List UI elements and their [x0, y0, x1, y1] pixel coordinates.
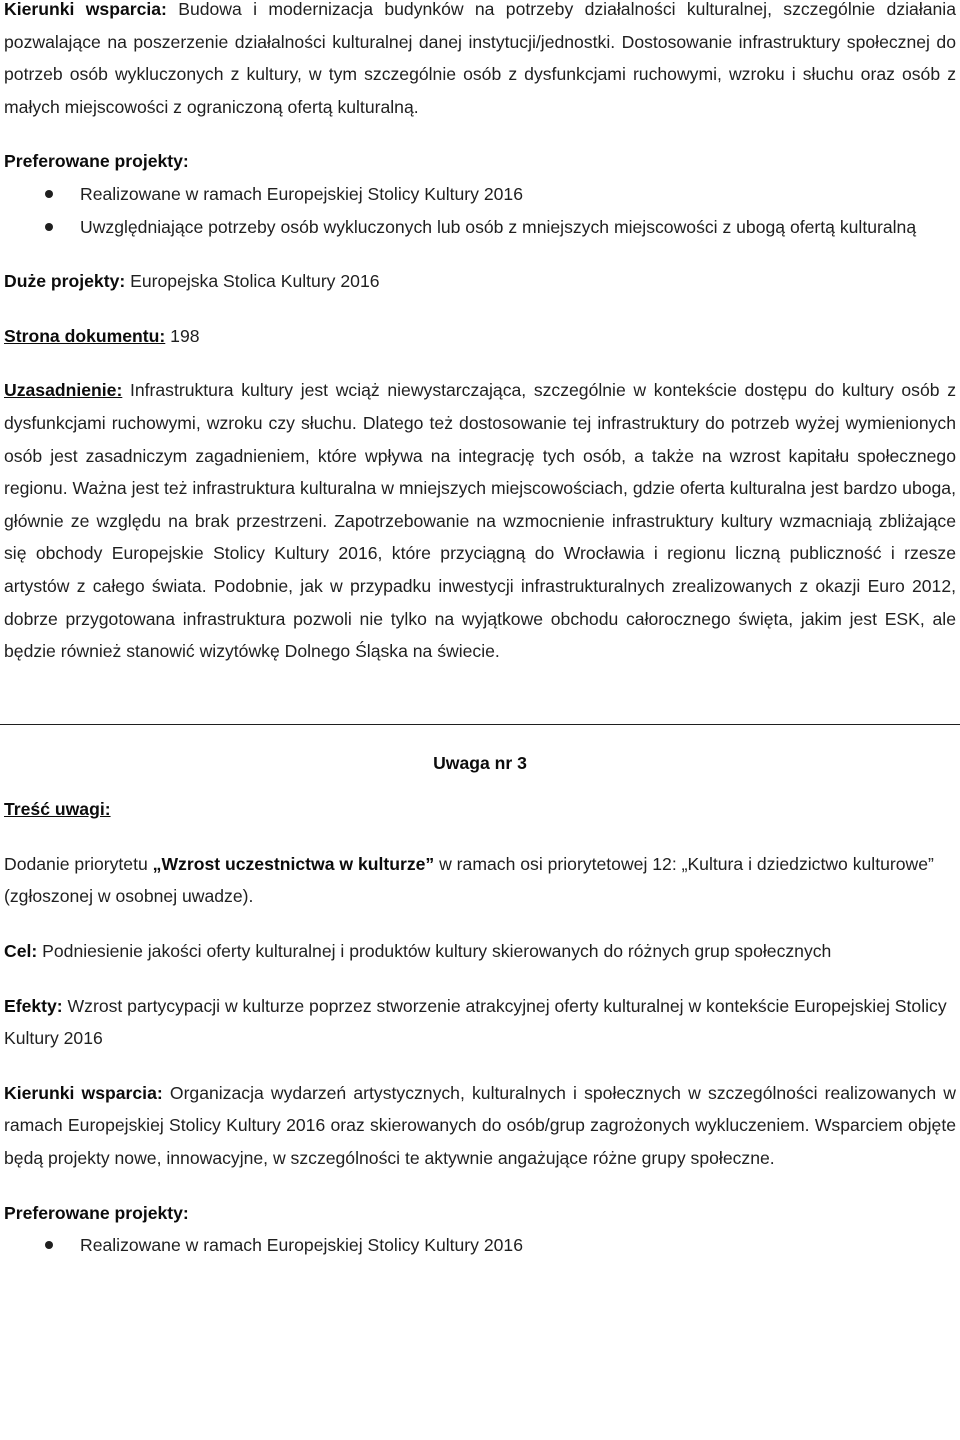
uzasadnienie-text: Infrastruktura kultury jest wciąż niewystarczająca, szczególnie w kontekście dostępu do kultury osób z dysfunkcjami ruchowymi, wzroku czy słuchu. Dlatego też dostosowanie tej infrastruktury do potrzeb wyżej wymienionych osób jest zasadniczym zagadnieniem, które wpływa na integrację tych osób, a także na wzrost kapitału społecznego regionu. Ważna jest też infrastruktura kulturalna w mniejszych miejscowościach, gdzie oferta kulturalna jest bardzo uboga, głównie ze względu na brak przestrzeni. Zapotrzebowanie na wzmocnienie infrastruktury kultury wzmacniają zbliżające się obchody Europejskie Stolicy Kultury 2016, które przyciągną do Wrocławia i regionu liczną publiczność i rzesze artystów z całego świata. Podobnie, jak w przypadku inwestycji infrastrukturalnych zrealizowanych z okazji Euro 2012, dobrze przygotowana infrastruktura pozwoli nie tylko na wyjątkowe obchodu całorocznego święta, jakim jest ESK, ale będzie również stanowić wizytówkę Dolnego Śląska na świecie. [4, 380, 956, 662]
list-item [4, 178, 956, 211]
bullet-icon [45, 1241, 53, 1249]
list-item [4, 211, 956, 244]
kierunki-wsparcia-paragraph [4, 0, 956, 123]
dodanie-text-post: w ramach osi priorytetowej 12: „Kultura i dziedzictwo kulturowe” (zgłoszonej w osobnej uwadze). [4, 853, 934, 907]
strona-dokumentu-label: Strona dokumentu: [4, 325, 166, 346]
cel-paragraph [4, 935, 956, 968]
efekty-paragraph [4, 990, 956, 1055]
priorytet-name: „Wzrost uczestnictwa w kulturze” [152, 853, 435, 874]
kierunki-wsparcia-label: Kierunki wsparcia: [4, 0, 167, 19]
strona-dokumentu-value: 198 [165, 325, 200, 346]
bullet-icon [45, 190, 53, 198]
efekty-label: Efekty: [4, 995, 63, 1016]
duze-projekty-label: Duże projekty: [4, 271, 126, 292]
kierunki-wsparcia-2-text: Organizacja wydarzeń artystycznych, kulturalnych i społecznych w szczególności realizowanych w ramach Europejskiej Stolicy Kultury 2016 oraz skierowanych do osób/grup zagrożonych wykluczeniem. Wsparciem objęte będą projekty nowe, innowacyjne, w szczególności te aktywnie angażujące różne grupy społeczne. [4, 1082, 956, 1169]
kierunki-wsparcia-text: Budowa i modernizacja budynków na potrzeby działalności kulturalnej, szczególnie działania pozwalające na poszerzenie działalności kulturalnej danej instytucji/jednostki. Dostosowanie infrastruktury społecznej do potrzeb osób wykluczonych z kultury, w tym szczególnie osób z dysfunkcjami ruchowymi, wzroku i słuchu oraz osób z małych miejscowości z ograniczoną ofertą kulturalną. [4, 0, 956, 117]
preferowane-projekty-2-label: Preferowane projekty: [4, 1202, 189, 1223]
document-page [4, 0, 956, 1262]
preferowane-projekty-2-list [4, 1229, 956, 1262]
duze-projekty-paragraph [4, 265, 956, 298]
preferowane-projekty-list [4, 178, 956, 243]
bullet-icon [45, 223, 53, 231]
list-item-text: Uwzględniające potrzeby osób wykluczonych lub osób z mniejszych miejscowości z ubogą ofertą kulturalną [80, 216, 917, 237]
list-item-text: Realizowane w ramach Europejskiej Stolicy Kultury 2016 [80, 183, 523, 204]
preferowane-projekty-label: Preferowane projekty: [4, 151, 189, 172]
dodanie-paragraph [4, 848, 956, 913]
uzasadnienie-label: Uzasadnienie: [4, 380, 123, 401]
strona-dokumentu-paragraph [4, 320, 956, 353]
efekty-text: Wzrost partycypacji w kulturze poprzez stworzenie atrakcyjnej oferty kulturalnej w kontekście Europejskiej Stolicy Kultury 2016 [4, 995, 947, 1049]
cel-text: Podniesienie jakości oferty kulturalnej i produktów kultury skierowanych do różnych grup społecznych [37, 941, 832, 962]
kierunki-wsparcia-2-paragraph [4, 1077, 956, 1175]
duze-projekty-text: Europejska Stolica Kultury 2016 [125, 271, 380, 292]
cel-label: Cel: [4, 941, 38, 962]
uzasadnienie-paragraph [4, 374, 956, 667]
dodanie-text-pre: Dodanie priorytetu [4, 853, 153, 874]
list-item-text: Realizowane w ramach Europejskiej Stolicy Kultury 2016 [80, 1235, 523, 1256]
uwaga-title: Uwaga nr 3 [433, 752, 527, 773]
tresc-uwagi-label: Treść uwagi: [4, 799, 111, 820]
section-divider [0, 724, 960, 725]
kierunki-wsparcia-2-label: Kierunki wsparcia: [4, 1082, 163, 1103]
list-item [4, 1229, 956, 1262]
